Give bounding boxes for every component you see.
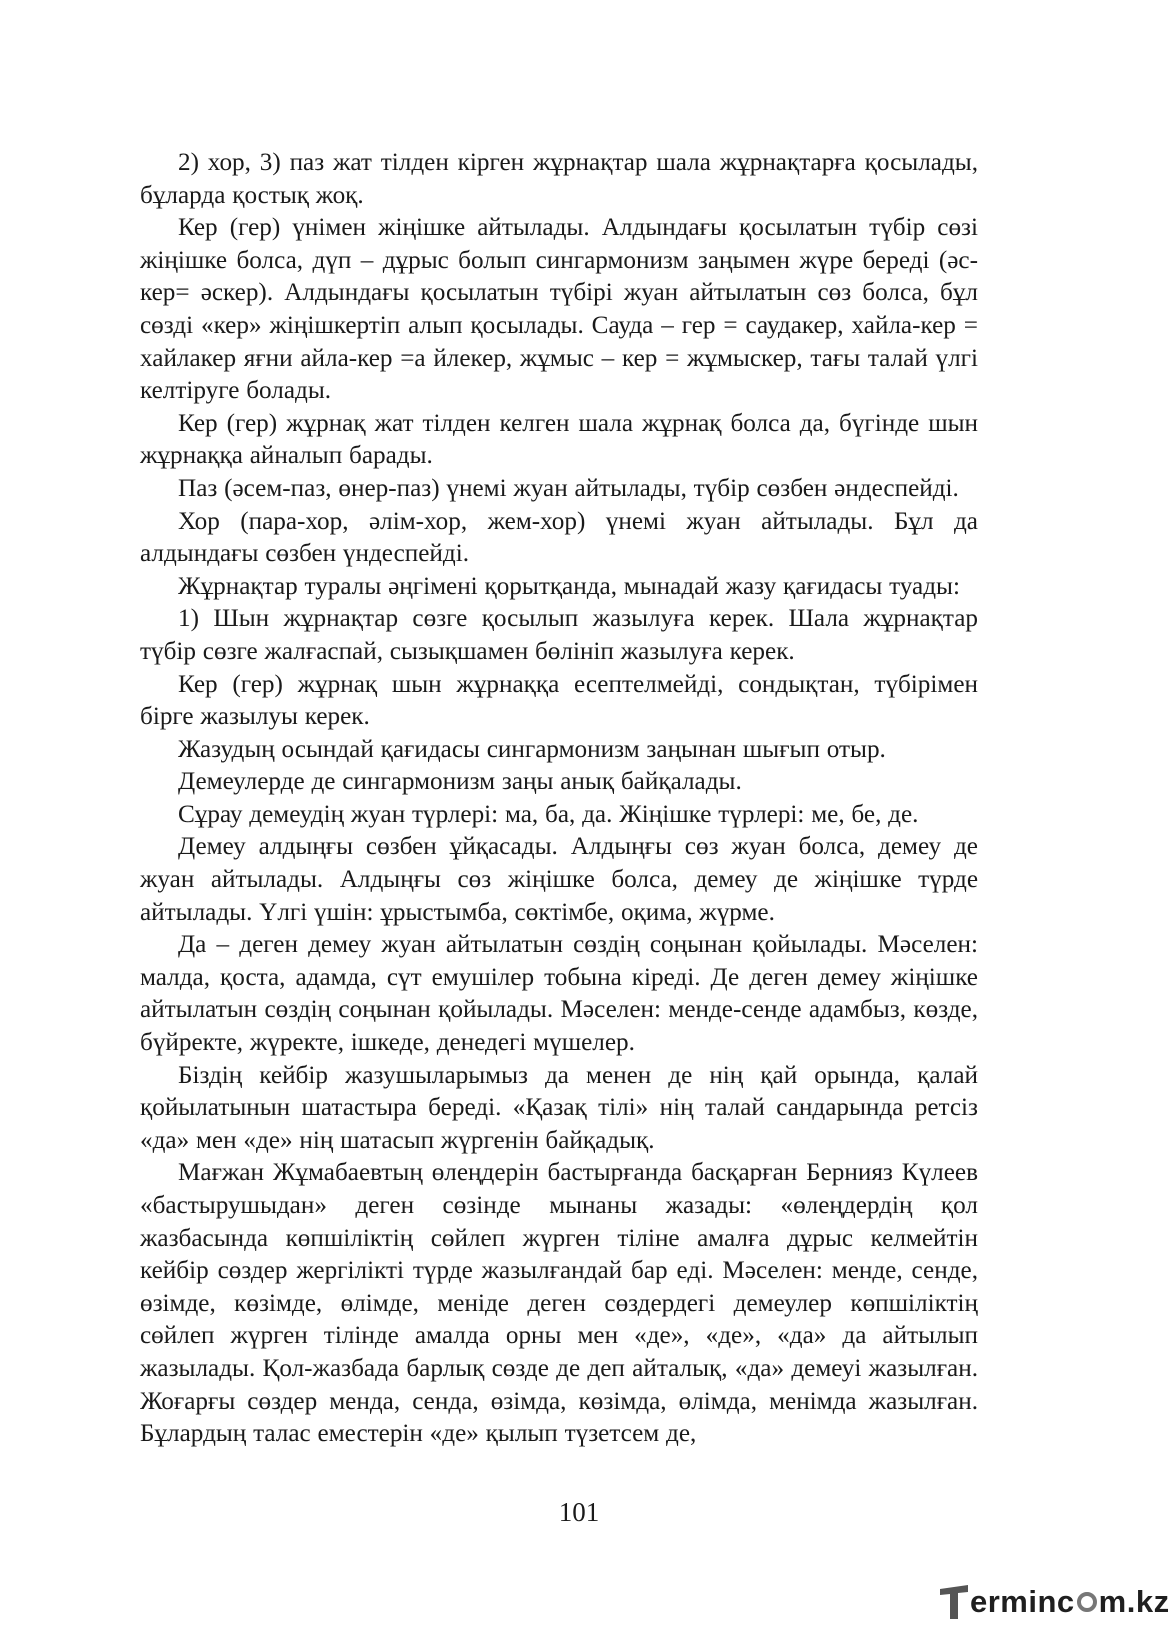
watermark-text-end: m.kz [1098,1584,1170,1619]
paragraph-14: Біздің кейбір жазушыларымыз да менен де нің қай орында, қалай қойылатынын шатастыра береді. «Қазақ тілі» нің талай сандарында ретсіз «да» мен «де» нің шатасып жүргенін байқадық. [140,1061,978,1154]
page-number: 101 [558,1497,600,1527]
paragraph-4: Паз (әсем-паз, өнер-паз) үнемі жуан айтылады, түбір сөзбен әндеспейді. [178,474,959,502]
watermark-text-start: erminc [970,1584,1075,1619]
t-logo-icon [940,1585,968,1619]
site-watermark-logo [940,1582,1170,1622]
paragraph-5: Хор (пара-хор, әлім-хор, жем-хор) үнемі жуан айтылады. Бұл да алдындағы сөзбен үндеспейді. [140,507,978,568]
paragraph-11: Сұрау демеудің жуан түрлері: ма, ба, да. Жіңішке түрлері: ме, бе, де. [178,800,919,828]
paragraph-3: Кер (гер) жұрнақ жат тілден келген шала жұрнақ болса да, бүгінде шын жұрнаққа айналып барады. [140,409,978,470]
paragraph-13: Да – деген демеу жуан айтылатын сөздің соңынан қойылады. Мәселен: малда, қоста, адамда, сүт емушілер тобына кіреді. Де деген демеу жіңішке айтылатын сөздің соңынан қойылады. Мәселен: менде-сенде адамбыз, көзде, бүйректе, жүректе, ішкеде, денедегі мүшелер. [140,931,978,1057]
paragraph-8: Кер (гер) жұрнақ шын жұрнаққа есептелмейді, сондықтан, түбірімен бірге жазылуы керек. [140,670,978,731]
paragraph-1: 2) хор, 3) паз жат тілден кірген жұрнақтар шала жұрнақтарға қосылады, бұларда қостық жоқ. [140,149,978,209]
paragraph-2: Кер (гер) үнімен жіңішке айтылады. Алдындағы қосылатын түбір сөзі жіңішке болса, дүп – дұрыс болып сингармонизм заңымен жүре береді (әс-кер= әскер). Алдындағы қосылатын түбірі жуан айтылатын сөз болса, бұл сөзді «кер» жіңішкертіп алып қосылады. Сауда – гер = саудакер, хайла-кер = хайлакер яғни айла-кер =а йлекер, жұмыс – кер = жұмыскер, тағы талай үлгі келтіруге болады. [140,214,978,405]
paragraph-6: Жұрнақтар туралы әңгімені қорытқанда, мынадай жазу қағидасы туады: [178,572,960,600]
magnifier-o-icon [1076,1591,1098,1613]
paragraph-7: 1) Шын жұрнақтар сөзге қосылып жазылуға керек. Шала жұрнақтар түбір сөзге жалғаспай, сызықшамен бөлініп жазылуға керек. [140,605,978,665]
paragraph-15: Мағжан Жұмабаевтың өлеңдерін бастырғанда басқарған Бернияз Күлеев «бастырушыдан» деген сөзінде мынаны жазады: «өлеңдердің қол жазбасында көпшіліктің сөйлеп жүрген тіліне амалға дұрыс келмейтін кейбір сөздер жергілікті түрде жазылғандай бар еді. Мәселен: менде, сенде, өзімде, көзімде, өлімде, меніде деген сөздердегі демеулер көпшіліктің сөйлеп жүрген тілінде амалда орны мен «де», «де», «да» да айтылып жазылады. Қол-жазбада барлық сөзде де деп айталық, «да» демеуі жазылған. Жоғарғы сөздер менда, сенда, өзімда, көзімда, өлімда, менімда жазылған. Бұлардың талас еместерін «де» қылып түзетсем де, [140,1159,978,1448]
paragraph-9: Жазудың осындай қағидасы сингармонизм заңынан шығып отыр. [178,735,886,763]
paragraph-10: Демеулерде де сингармонизм заңы анық байқалады. [178,768,742,796]
page-body [140,147,978,1451]
paragraph-12: Демеу алдыңғы сөзбен ұйқасады. Алдыңғы сөз жуан болса, демеу де жуан айтылады. Алдыңғы сөз жіңішке болса, демеу де жіңішке түрде айтылады. Үлгі үшін: ұрыстымба, сөктімбе, оқима, жүрме. [140,833,978,926]
